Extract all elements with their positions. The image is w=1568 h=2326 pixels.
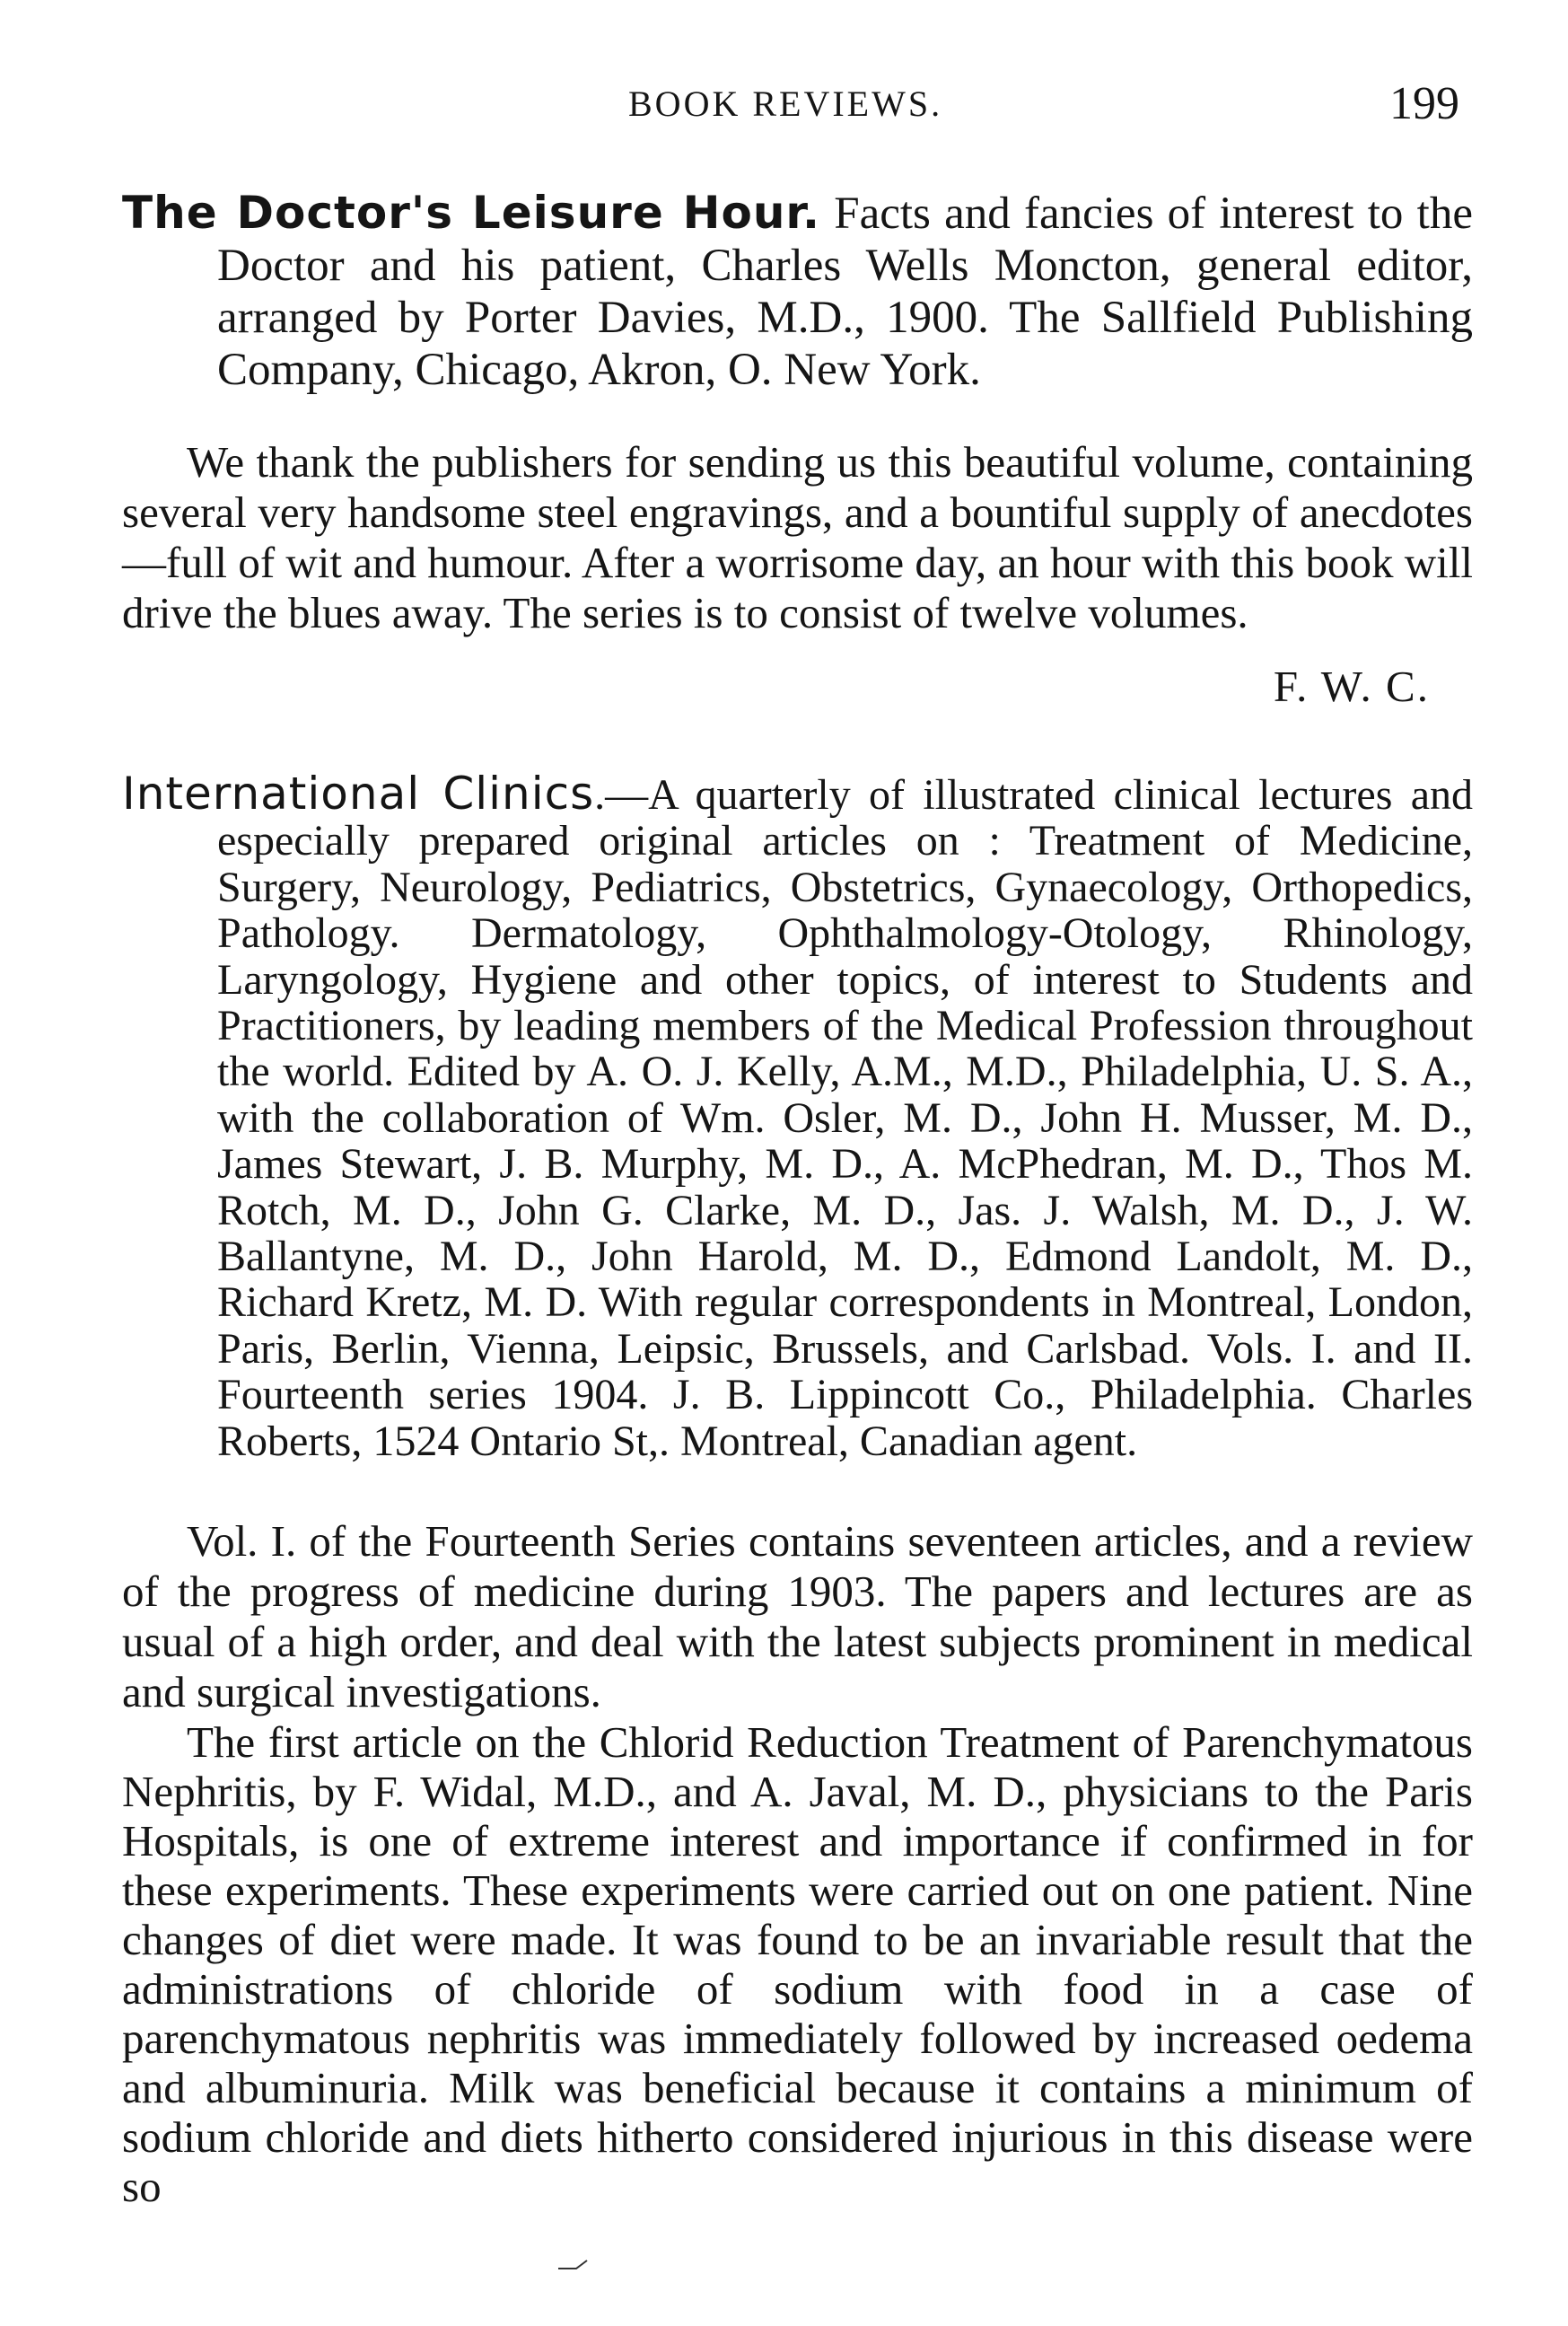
review-citation: .—A quarterly of illustrated clinical lectures and especially prepared original articles on : Treatment of Medicine, Surgery, Neurology, Pediatrics, Obstetrics, Gynaecology, Orthopedics, Pathology. Dermatology, Ophthalmology-Otology, Rhinology, Laryngology, Hygiene and other topics, of interest to Students and Practitioners, by leading members of the Medical Profession throughout the world. Edited by A. O. J. Kelly, A.M., M.D., Philadelphia, U. S. A., with the collaboration of Wm. Osler, M. D., John H. Musser, M. D., James Stewart, J. B. Murphy, M. D., A. McPhedran, M. D., Thos M. Rotch, M. D., John G. Clarke, M. D., Jas. J. Walsh, M. D., J. W. Ballantyne, M. D., John Harold, M. D., Edmond Landolt, M. D., Richard Kretz, M. D. With regular correspondents in Montreal, London, Paris, Berlin, Vienna, Leipsic, Brussels, and Carlsbad. Vols. I. and II. Fourteenth series 1904. J. B. Lippincott Co., Philadelphia. Charles Roberts, 1524 Ontario St,. Montreal, Canadian agent. [217,771,1474,1465]
running-head [0,78,1568,136]
review-title: The Doctor's Leisure Hour. [122,187,820,239]
page-content [122,187,1473,2211]
review-citation: Facts and fancies of interest to the Doctor and his patient, Charles Wells Moncton, general editor, arranged by Porter Davies, M.D., 1900. The Sallfield Publishing Company, Chicago, Akron, O. New York. [217,189,1473,395]
review-title: International Clinics [122,768,595,820]
reviewer-signature: F. W. C. [1273,662,1430,711]
page-number: 199 [1389,78,1459,129]
running-title: BOOK REVIEWS. [628,83,943,124]
review-body-paragraph: The first article on the Chlorid Reduction Treatment of Parenchymatous Nephritis, by F. Widal, M.D., and A. Javal, M. D., physicians to the Paris Hospitals, is one of extreme interest and importance if confirmed in for these experiments. These experiments were carried out on one patient. Nine changes of diet were made. It was found to be an invariable result that the administrations of chloride of sodium with food in a case of parenchymatous nephritis was immediately followed by increased oedema and albuminuria. Milk was beneficial because it contains a minimum of sodium chloride and diets hitherto considered injurious in this disease were so [122,1717,1473,2212]
review-entry-international-clinics [122,768,1474,1465]
review-entry-doctors-leisure-hour [122,187,1473,396]
printer-mark [556,2258,592,2272]
review-body: We thank the publishers for sending us this beautiful volume, containing several very handsome steel engravings, and a bountiful supply of anecdotes—full of wit and humour. After a worrisome day, an hour with this book will drive the blues away. The series is to consist of twelve volumes. [122,437,1473,637]
review-body-paragraph: Vol. I. of the Fourteenth Series contains seventeen articles, and a review of the progress of medicine during 1903. The papers and lectures are as usual of a high order, and deal with the latest subjects prominent in medical and surgical investigations. [122,1516,1473,1717]
